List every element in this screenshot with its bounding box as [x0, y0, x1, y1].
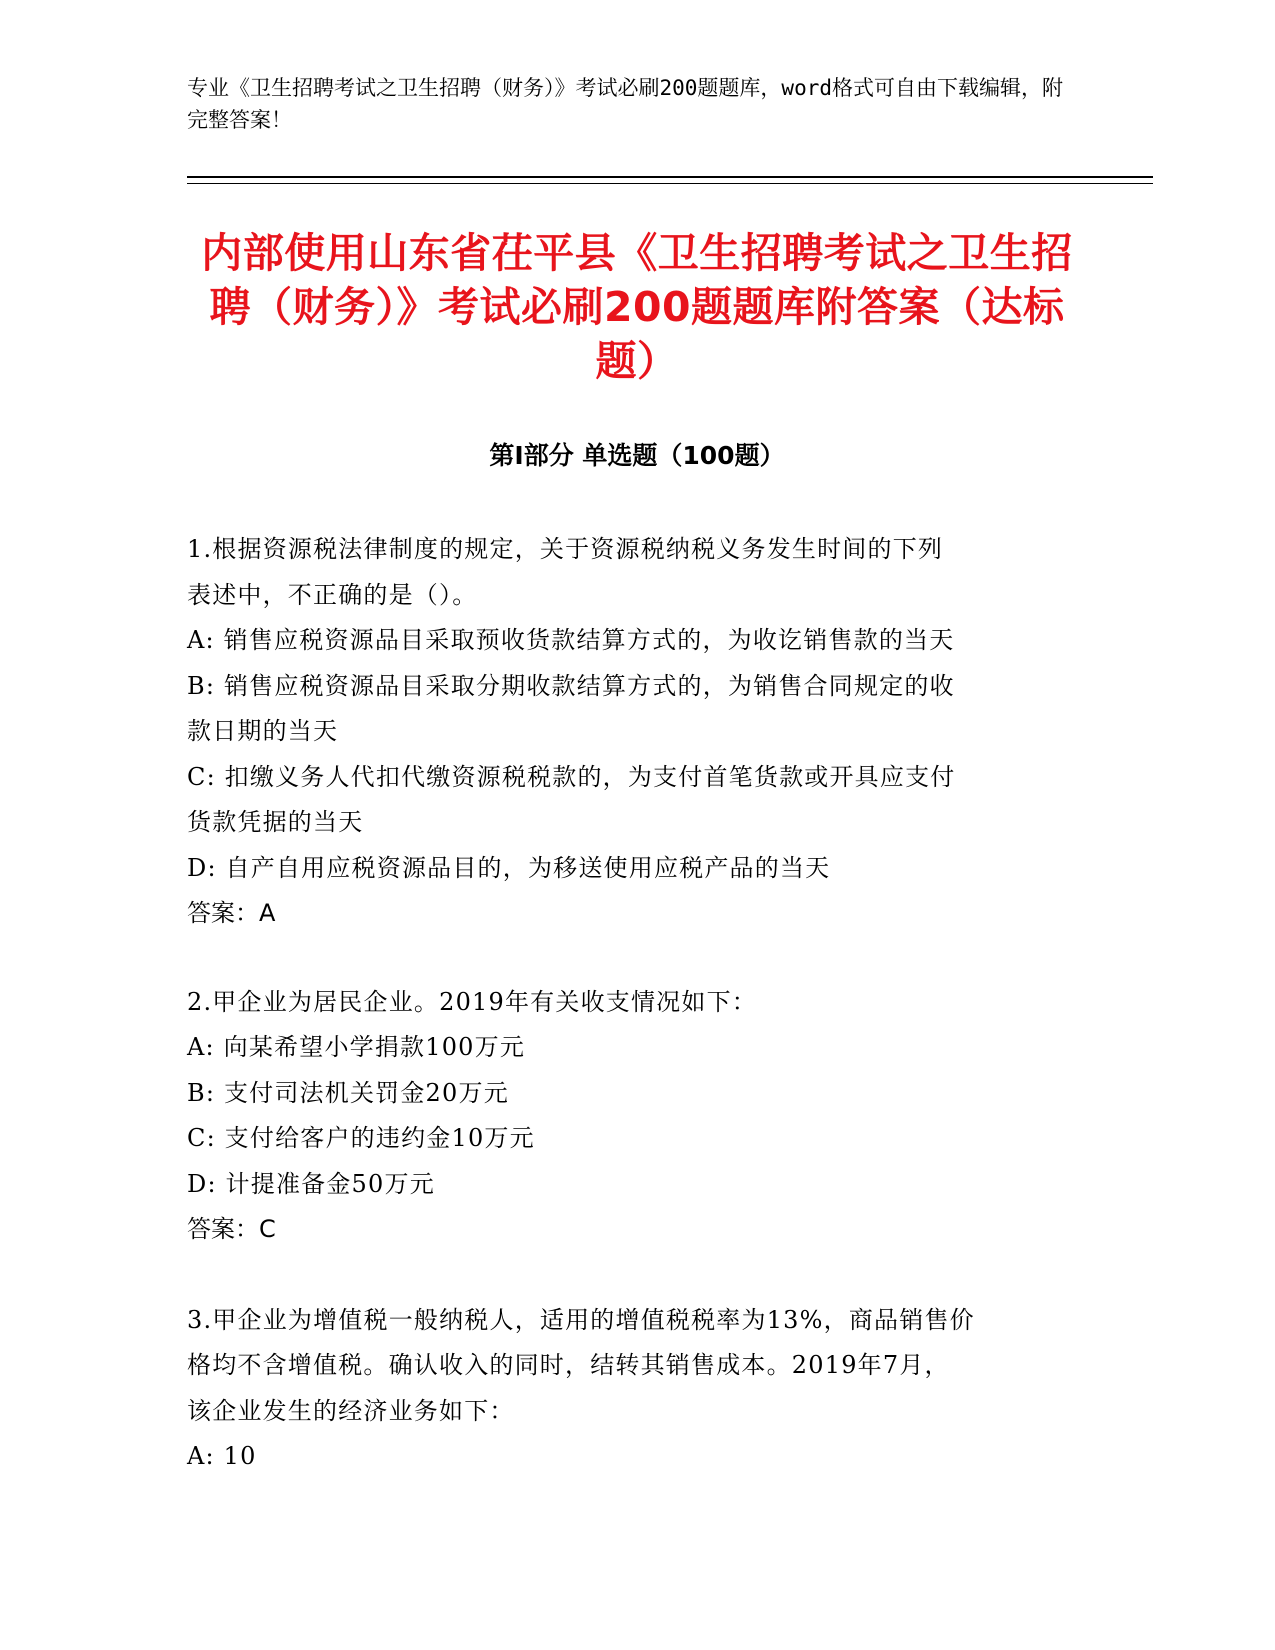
question-stem-line: 3.甲企业为增值税一般纳税人，适用的增值税税率为13%，商品销售价	[187, 1305, 975, 1334]
header-divider-thick	[187, 176, 1153, 178]
option-a: A: 销售应税资源品目采取预收货款结算方式的，为收讫销售款的当天	[187, 626, 955, 654]
question-1	[187, 527, 1087, 937]
option-c-continued: 货款凭据的当天	[187, 808, 364, 836]
option-b: B: 支付司法机关罚金20万元	[187, 1078, 509, 1107]
section-heading: 第Ⅰ部分 单选题（100题）	[489, 441, 785, 470]
question-3	[187, 1298, 1087, 1480]
option-d: D: 计提准备金50万元	[187, 1169, 435, 1198]
option-b-continued: 款日期的当天	[187, 717, 339, 745]
question-stem-line: 2.甲企业为居民企业。2019年有关收支情况如下：	[187, 987, 757, 1016]
option-d: D: 自产自用应税资源品目的，为移送使用应税产品的当天	[187, 853, 831, 882]
header-divider-thin	[187, 183, 1153, 184]
header-note: 专业《卫生招聘考试之卫生招聘（财务）》考试必刷200题题库，word格式可自由下载编辑，附完整答案！	[187, 76, 1063, 132]
question-spacer	[187, 1253, 1087, 1298]
question-stem-line: 1.根据资源税法律制度的规定，关于资源税纳税义务发生时间的下列	[187, 535, 944, 563]
question-stem-line: 格均不含增值税。确认收入的同时，结转其销售成本。2019年7月，	[187, 1351, 950, 1379]
answer-line: 答案：A	[187, 899, 276, 927]
option-b: B: 销售应税资源品目采取分期收款结算方式的，为销售合同规定的收	[187, 671, 955, 700]
question-spacer	[187, 937, 1087, 980]
option-c: C: 支付给客户的违约金10万元	[187, 1124, 535, 1152]
question-list	[187, 527, 1087, 1480]
option-a: A: 向某希望小学捐款100万元	[187, 1033, 526, 1061]
document-title: 内部使用山东省茌平县《卫生招聘考试之卫生招聘（财务）》考试必刷200题题库附答案（达标题）	[201, 229, 1073, 385]
option-c: C: 扣缴义务人代扣代缴资源税税款的，为支付首笔货款或开具应支付	[187, 762, 956, 791]
question-stem-line: 表述中，不正确的是（）。	[187, 580, 478, 609]
question-stem-line: 该企业发生的经济业务如下：	[187, 1396, 515, 1425]
question-2	[187, 980, 1087, 1253]
option-a: A: 10	[187, 1442, 257, 1470]
answer-line: 答案：C	[187, 1215, 276, 1243]
